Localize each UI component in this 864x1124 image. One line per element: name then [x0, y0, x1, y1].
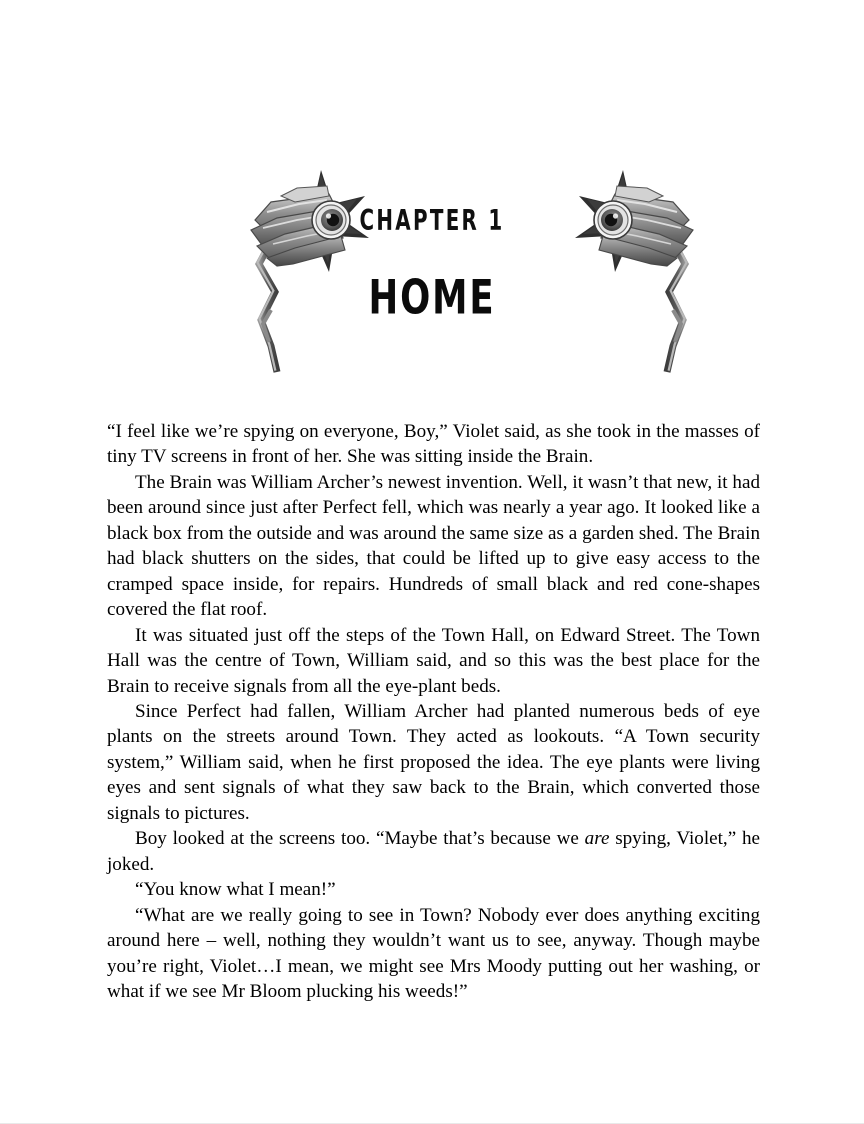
chapter-number: CHAPTER 1	[359, 204, 505, 238]
paragraph: The Brain was William Archer’s newest invention. Well, it wasn’t that new, it had been around since just after Perfect fell, which was nearly a year ago. It looked like a black box from the outside and was around the same size as a garden shed. The Brain had black shutters on the sides, that could be lifted up to give easy access to the cramped space inside, for repairs. Hundreds of small black and red cone-shapes covered the flat roof.	[107, 471, 760, 621]
paragraph: Since Perfect had fallen, William Archer had planted numerous beds of eye plants on the streets around Town. They acted as lookouts. “A Town security system,” William said, when he first proposed the idea. The eye plants were living eyes and sent signals of what they saw back to the Brain, which converted those signals to pictures.	[107, 700, 760, 824]
paragraph: “I feel like we’re spying on everyone, Boy,” Violet said, as she took in the masses of tiny TV screens in front of her. She was sitting inside the Brain.	[107, 421, 760, 468]
paragraph-text: spying, Violet,” he joked.	[107, 828, 760, 875]
paragraph: “What are we really going to see in Town? Nobody ever does anything exciting around here – well, nothing they wouldn’t want us to see, anyway. Though maybe you’re right, Violet…I mean, we might see Mrs Moody putting out her washing, or what if we see Mr Bloom plucking his weeds!”	[107, 904, 760, 1002]
body-text	[107, 419, 760, 1004]
paragraph-text: Boy looked at the screens too. “Maybe that’s because we	[135, 828, 585, 850]
paragraph: “You know what I mean!”	[135, 879, 336, 901]
paragraph	[107, 826, 760, 877]
chapter-opener	[0, 160, 864, 385]
paragraph: It was situated just off the steps of the Town Hall, on Edward Street. The Town Hall was the centre of Town, William said, and so this was the best place for the Brain to receive signals from all the eye-plant beds.	[107, 624, 760, 697]
chapter-title: HOME	[368, 270, 496, 325]
emphasis-text: are	[584, 828, 610, 850]
